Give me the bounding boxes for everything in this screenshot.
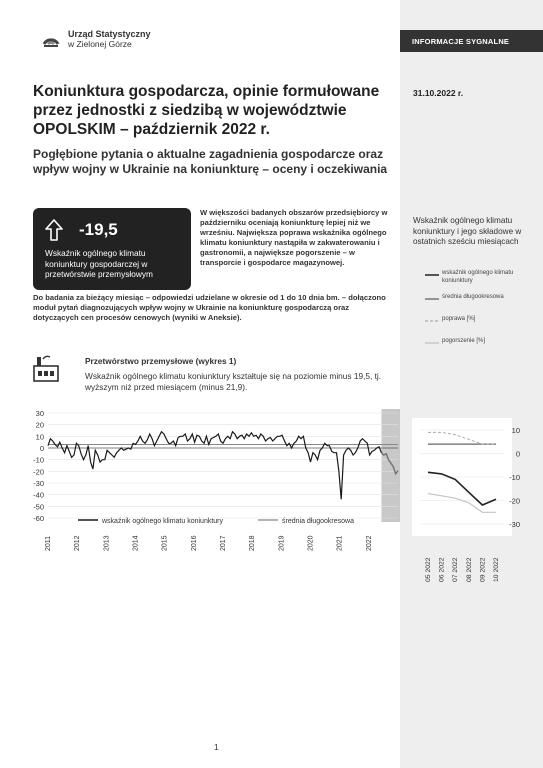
kpi-box <box>33 208 191 290</box>
y-tick-label: 30 <box>35 409 44 418</box>
x-tick-label: 07 2022 <box>452 557 460 582</box>
legend-item-indicator <box>425 270 525 285</box>
intro-paragraph: W większości badanych obszarów przedsiębiorcy w październiku oceniają koniunkturę lepiej niż we wrześniu. Największa poprawa wskaźnika ogólnego klimatu koniunktury nastąpiła w zakwaterowaniu i gastronomii, a największe pogorszenie – w transporcie i gospodarce magazynowej. <box>200 208 388 267</box>
x-tick-label: 10 2022 <box>493 557 500 582</box>
logo <box>40 28 151 50</box>
indicator-line <box>48 432 398 500</box>
y-tick-label: 20 <box>35 420 44 430</box>
logo-icon <box>40 28 62 50</box>
org-name: Urząd Statystyczny <box>68 29 151 39</box>
factory-icon <box>33 354 59 382</box>
current-period-shade <box>381 409 400 522</box>
legend-label: średnia długookresowa <box>442 294 504 300</box>
x-tick-label: 2015 <box>161 535 169 551</box>
page-title: Koniunktura gospodarcza, opinie formułowane przez jednostki z siedzibą w województwie OPOLSKIM – październik 2022 r. <box>33 83 380 138</box>
y-tick-label: -10 <box>33 455 44 465</box>
side-panel-background <box>400 0 543 768</box>
publication-date: 31.10.2022 r. <box>413 88 464 98</box>
main-chart <box>0 405 405 555</box>
side-panel-title: Wskaźnik ogólnego klimatu koniunktury i jego składowe w ostatnich sześciu miesiącach <box>413 216 522 246</box>
arrow-up-icon <box>45 219 63 241</box>
x-tick-label: 08 2022 <box>465 557 473 582</box>
x-tick-label: 2018 <box>249 535 257 551</box>
y-tick-label: -50 <box>33 502 44 512</box>
y-tick-label: 10 <box>511 426 520 435</box>
intro-paragraph-2: Do badania za bieżący miesiąc – odpowiedzi udzielane w okresie od 1 do 10 dnia bm. – dołączono moduł pytań diagnozujących wpływ wojny w Ukrainie na koniunkturę gospodarczą oraz dotyczących cen procesów cenowych (wyniki w Aneksie). <box>33 293 386 322</box>
legend-item-deterioration <box>425 338 525 346</box>
legend-label-indicator: wskaźnik ogólnego klimatu koniunktury <box>102 518 224 525</box>
page-subtitle: Pogłębione pytania o aktualne zagadnienia gospodarcze oraz wpływ wojny w Ukrainie na koniunkturę – oceny i oczekiwania <box>33 147 388 176</box>
section-text: Wskaźnik ogólnego klimatu koniunktury kształtuje się na poziomie minus 19,5, tj. wyższym niż przed miesiącem (minus 21,9). <box>85 371 382 392</box>
legend-item-improvement <box>425 316 525 324</box>
legend-item-average <box>425 294 525 302</box>
x-tick-label: 05 2022 <box>425 557 432 582</box>
x-tick-label: 2016 <box>190 535 198 551</box>
legend-line-light <box>425 341 439 345</box>
y-tick-label: -30 <box>33 479 44 488</box>
y-tick-label: -40 <box>33 490 44 500</box>
x-tick-label: 2022 <box>365 535 373 551</box>
kpi-description: Wskaźnik ogólnego klimatu koniunktury gospodarczej w przetwórstwie przemysłowym <box>45 248 153 279</box>
legend-label-average: średnia długookresowa <box>282 518 354 525</box>
y-tick-label: -30 <box>509 520 520 529</box>
y-tick-label: -10 <box>509 473 520 482</box>
x-tick-label: 2013 <box>103 535 111 551</box>
y-tick-label: -20 <box>509 496 520 506</box>
legend-line-solid <box>425 273 439 277</box>
y-tick-label: 0 <box>39 444 44 453</box>
signal-tab: INFORMACJE SYGNALNE <box>400 30 543 52</box>
x-tick-label: 2020 <box>307 535 315 551</box>
x-tick-label: 2012 <box>74 535 82 551</box>
x-tick-label: 2014 <box>132 535 140 551</box>
x-tick-label: 09 2022 <box>479 557 487 582</box>
kpi-value: -19,5 <box>79 220 118 239</box>
legend-label: pogorszenie [%] <box>442 338 486 344</box>
legend-line-grey <box>425 297 439 301</box>
x-tick-label: 2019 <box>278 535 286 551</box>
x-tick-label: 2021 <box>336 535 344 551</box>
page-number: 1 <box>214 742 219 752</box>
x-tick-label: 2017 <box>220 535 227 551</box>
legend-line-dashed <box>425 319 439 323</box>
section-title: Przetwórstwo przemysłowe (wykres 1) <box>85 356 237 366</box>
side-chart <box>412 418 537 583</box>
y-tick-label: 0 <box>515 449 520 459</box>
y-tick-label: -20 <box>33 467 44 477</box>
x-tick-label: 2011 <box>45 535 52 551</box>
y-tick-label: 10 <box>35 432 44 442</box>
y-tick-label: -60 <box>33 514 44 523</box>
x-tick-label: 06 2022 <box>438 557 446 582</box>
legend-label: poprawa [%] <box>442 316 476 322</box>
org-city: w Zielonej Górze <box>68 39 132 49</box>
legend-label: wskaźnik ogólnego klimatu koniunktury <box>442 270 514 284</box>
